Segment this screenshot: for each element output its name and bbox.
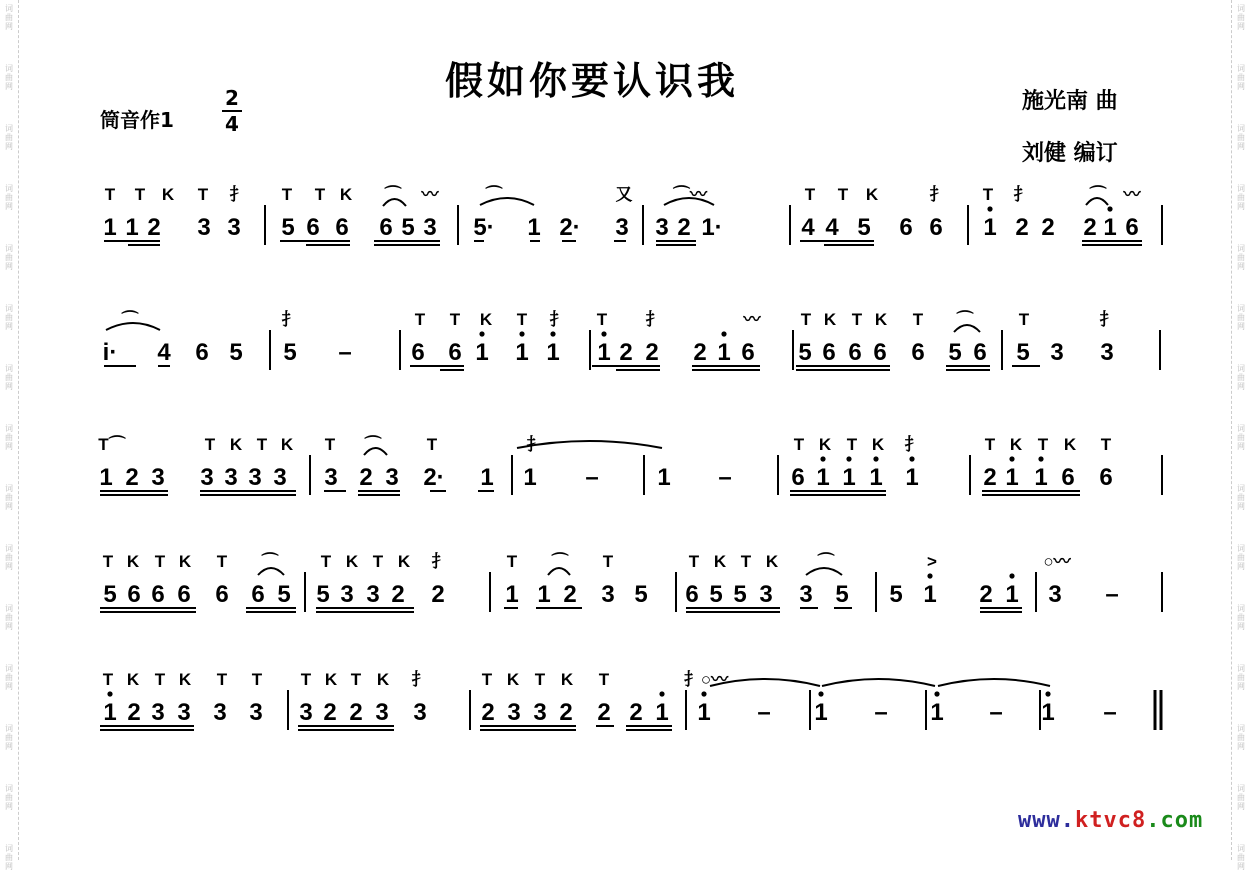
score-note: 1· xyxy=(701,214,723,241)
score-note: 5 xyxy=(948,339,962,366)
score-note: 1 xyxy=(505,581,519,608)
score-note: 1 xyxy=(1103,214,1117,241)
technique-mark: K xyxy=(126,552,140,571)
score-note: 3 xyxy=(799,581,813,608)
technique-mark: T xyxy=(449,310,461,329)
technique-mark: T xyxy=(281,185,293,204)
technique-mark: T xyxy=(793,435,805,454)
score-note: 2 xyxy=(619,339,633,366)
score-note: 3 xyxy=(177,699,191,726)
time-signature-numerator: 2 xyxy=(225,86,239,110)
watermark-mark: 词 曲 网 xyxy=(1237,484,1245,511)
score-note: 1 xyxy=(923,581,937,608)
watermark-mark: 词 曲 网 xyxy=(1237,604,1245,631)
score-note: 6 xyxy=(873,339,887,366)
score-note: 3 xyxy=(200,464,214,491)
score-note: 6 xyxy=(177,581,191,608)
watermark-mark: 词 曲 网 xyxy=(5,4,13,31)
technique-mark: T xyxy=(1037,435,1049,454)
technique-mark: T xyxy=(846,435,858,454)
score-note: 3 xyxy=(507,699,521,726)
watermark-mark: 词 曲 网 xyxy=(1237,124,1245,151)
technique-mark: T xyxy=(837,185,849,204)
technique-mark: T xyxy=(1018,310,1030,329)
technique-mark: T xyxy=(320,552,332,571)
site-logo-name: ktvc8 xyxy=(1074,808,1147,833)
score-note: 3 xyxy=(533,699,547,726)
technique-mark: T xyxy=(534,670,546,689)
watermark-mark: 词 曲 网 xyxy=(5,664,13,691)
score-note: 3 xyxy=(213,699,227,726)
score-note: 5 xyxy=(283,339,297,366)
technique-mark: 扌 xyxy=(411,670,429,689)
technique-mark: T xyxy=(134,185,146,204)
technique-mark: K xyxy=(397,552,411,571)
technique-mark: K xyxy=(1063,435,1077,454)
technique-mark: T xyxy=(804,185,816,204)
score-note: 3 xyxy=(273,464,287,491)
technique-mark: K xyxy=(871,435,885,454)
watermark-mark: 词 曲 网 xyxy=(5,424,13,451)
score-note: 5 xyxy=(229,339,243,366)
technique-mark: K xyxy=(874,310,888,329)
score-note: 2· xyxy=(559,214,581,241)
score-note: 5 xyxy=(103,581,117,608)
score-note: – xyxy=(718,464,732,491)
score-note: 2 xyxy=(481,699,495,726)
score-note: 3 xyxy=(366,581,380,608)
technique-mark: T xyxy=(598,670,610,689)
score-note: 5 xyxy=(857,214,871,241)
octave-dot xyxy=(107,691,112,696)
score-note: 3 xyxy=(601,581,615,608)
technique-mark: ⌒ xyxy=(817,552,835,571)
score-note: 2 xyxy=(677,214,691,241)
key-signature: 筒音作1 xyxy=(100,108,174,132)
score-note: 6 xyxy=(379,214,393,241)
watermark-mark: 词 曲 网 xyxy=(5,184,13,211)
octave-dot xyxy=(721,331,726,336)
song-title: 假如你要认识我 xyxy=(445,58,740,103)
score-note: – xyxy=(989,699,1003,726)
score-note: 5 xyxy=(316,581,330,608)
technique-mark: T xyxy=(982,185,994,204)
technique-mark: 扌 xyxy=(1099,310,1117,329)
octave-dot xyxy=(1107,206,1112,211)
technique-mark: T xyxy=(104,185,116,204)
octave-dot xyxy=(519,331,524,336)
score-note: 1 xyxy=(1034,464,1048,491)
technique-mark: T xyxy=(372,552,384,571)
score-note: 1 xyxy=(869,464,883,491)
technique-mark: T xyxy=(154,670,166,689)
score-note: 1 xyxy=(717,339,731,366)
watermark-mark: 词 曲 网 xyxy=(1237,784,1245,811)
score-note: 2 xyxy=(431,581,445,608)
technique-mark: T xyxy=(300,670,312,689)
score-note: 3 xyxy=(759,581,773,608)
score-note: 4 xyxy=(825,214,839,241)
technique-mark: T xyxy=(596,310,608,329)
score-note: 2 xyxy=(979,581,993,608)
score-note: 1 xyxy=(597,339,611,366)
technique-mark: 扌○〰 xyxy=(683,670,729,689)
technique-mark: T xyxy=(414,310,426,329)
score-note: 6 xyxy=(822,339,836,366)
composer-credit: 施光南 曲 xyxy=(1022,89,1118,114)
technique-mark: ⌒ xyxy=(121,310,139,329)
technique-mark: 扌 xyxy=(431,552,449,571)
octave-dot xyxy=(479,331,484,336)
score-note: 1 xyxy=(480,464,494,491)
technique-mark: 扌 xyxy=(645,310,663,329)
technique-mark: 〰 xyxy=(1123,185,1141,204)
score-note: 2 xyxy=(127,699,141,726)
technique-mark: K xyxy=(339,185,353,204)
technique-mark: K xyxy=(229,435,243,454)
score-note: 3 xyxy=(151,464,165,491)
technique-mark: K xyxy=(126,670,140,689)
watermark-mark: 词 曲 网 xyxy=(5,124,13,151)
score-note: 2 xyxy=(391,581,405,608)
score-note: 2 xyxy=(559,699,573,726)
score-note: 1 xyxy=(930,699,944,726)
technique-mark: ⌒ xyxy=(551,552,569,571)
score-note: 3 xyxy=(197,214,211,241)
score-note: 1 xyxy=(546,339,560,366)
octave-dot xyxy=(1009,456,1014,461)
watermark-mark: 词 曲 网 xyxy=(5,484,13,511)
technique-mark: K xyxy=(345,552,359,571)
watermark-mark: 词 曲 网 xyxy=(5,244,13,271)
watermark-mark: 词 曲 网 xyxy=(1237,64,1245,91)
technique-mark: ⌒〰 xyxy=(673,185,707,204)
score-note: 1 xyxy=(697,699,711,726)
score-note: 1 xyxy=(515,339,529,366)
score-note: 3 xyxy=(1048,581,1062,608)
score-note: 1 xyxy=(103,214,117,241)
technique-mark: 扌 xyxy=(549,310,567,329)
score-note: 5 xyxy=(889,581,903,608)
score-note: 3 xyxy=(324,464,338,491)
score-note: 2 xyxy=(359,464,373,491)
score-note: 6 xyxy=(411,339,425,366)
technique-mark: 〰 xyxy=(743,310,761,329)
score-note: 5 xyxy=(1016,339,1030,366)
octave-dot xyxy=(820,456,825,461)
technique-mark: 扌 xyxy=(929,185,947,204)
octave-dot xyxy=(701,691,706,696)
score-note: 1 xyxy=(657,464,671,491)
technique-mark: 扌 xyxy=(904,435,922,454)
score-note: 1 xyxy=(125,214,139,241)
watermark-mark: 词 曲 网 xyxy=(5,604,13,631)
score-note: 6 xyxy=(973,339,987,366)
octave-dot xyxy=(909,456,914,461)
score-note: 6 xyxy=(1099,464,1113,491)
technique-mark: T xyxy=(516,310,528,329)
octave-dot xyxy=(873,456,878,461)
score-note: 6 xyxy=(306,214,320,241)
technique-mark: T xyxy=(481,670,493,689)
site-logo-tld: .com xyxy=(1146,808,1204,833)
score-note: 1 xyxy=(103,699,117,726)
technique-mark: ⌒ xyxy=(364,435,382,454)
octave-dot xyxy=(846,456,851,461)
score-note: 2 xyxy=(597,699,611,726)
octave-dot xyxy=(550,331,555,336)
technique-mark: 扌 xyxy=(526,435,544,454)
score-note: 1 xyxy=(814,699,828,726)
score-note: 5 xyxy=(733,581,747,608)
score-note: 2 xyxy=(1083,214,1097,241)
watermark-mark: 词 曲 网 xyxy=(1237,244,1245,271)
score-note: – xyxy=(338,339,352,366)
octave-dot xyxy=(1009,573,1014,578)
watermark-mark: 词 曲 网 xyxy=(1237,724,1245,751)
site-logo-www: www. xyxy=(1018,808,1075,833)
technique-mark: T xyxy=(216,552,228,571)
octave-dot xyxy=(1038,456,1043,461)
score-note: 6 xyxy=(929,214,943,241)
watermark-mark: 词 曲 网 xyxy=(1237,544,1245,571)
technique-mark: K xyxy=(823,310,837,329)
technique-mark: T xyxy=(602,552,614,571)
watermark-mark: 词 曲 网 xyxy=(5,304,13,331)
watermark-mark: 词 曲 网 xyxy=(1237,184,1245,211)
score-note: 6 xyxy=(848,339,862,366)
score-note: 3 xyxy=(299,699,313,726)
technique-mark: T xyxy=(324,435,336,454)
time-signature-denominator: 4 xyxy=(225,112,239,136)
score-note: 1 xyxy=(983,214,997,241)
score-note: 2 xyxy=(323,699,337,726)
score-note: 6 xyxy=(215,581,229,608)
score-note: i· xyxy=(102,339,118,366)
score-note: 2· xyxy=(423,464,445,491)
score-note: 1 xyxy=(1005,581,1019,608)
score-note: 2 xyxy=(629,699,643,726)
score-note: 2 xyxy=(1015,214,1029,241)
technique-mark: K xyxy=(560,670,574,689)
score-note: 6 xyxy=(195,339,209,366)
watermark-mark: 词 曲 网 xyxy=(5,784,13,811)
technique-mark: 扌 xyxy=(229,185,247,204)
score-note: 1 xyxy=(1005,464,1019,491)
octave-dot xyxy=(934,691,939,696)
score-note: 1 xyxy=(1041,699,1055,726)
score-note: 2 xyxy=(693,339,707,366)
score-note: 3 xyxy=(1100,339,1114,366)
watermark-mark: 词 曲 网 xyxy=(1237,424,1245,451)
technique-mark: T xyxy=(1100,435,1112,454)
watermark-mark: 词 曲 网 xyxy=(5,64,13,91)
technique-mark: T xyxy=(197,185,209,204)
score-note: 6 xyxy=(1061,464,1075,491)
watermark-mark: 词 曲 网 xyxy=(5,844,13,871)
technique-mark: T xyxy=(251,670,263,689)
octave-dot xyxy=(987,206,992,211)
technique-mark: ⌒ xyxy=(956,310,974,329)
technique-mark: K xyxy=(161,185,175,204)
score-note: 3 xyxy=(227,214,241,241)
score-note: 3 xyxy=(615,214,629,241)
score-note: 3 xyxy=(413,699,427,726)
score-note: 1 xyxy=(527,214,541,241)
watermark-mark: 词 曲 网 xyxy=(5,364,13,391)
score-note: 6 xyxy=(251,581,265,608)
score-note: 1 xyxy=(842,464,856,491)
technique-mark: T xyxy=(216,670,228,689)
score-note: – xyxy=(1103,699,1117,726)
score-note: 5 xyxy=(401,214,415,241)
watermark-mark: 词 曲 网 xyxy=(1237,844,1245,871)
score-note: 3 xyxy=(385,464,399,491)
score-note: 2 xyxy=(563,581,577,608)
score-note: 3 xyxy=(248,464,262,491)
score-note: 6 xyxy=(127,581,141,608)
technique-mark: K xyxy=(324,670,338,689)
octave-dot xyxy=(1045,691,1050,696)
score-note: 2 xyxy=(1041,214,1055,241)
technique-mark: 〰 xyxy=(421,185,439,204)
technique-mark: T xyxy=(314,185,326,204)
score-note: 4 xyxy=(157,339,171,366)
slur-arc xyxy=(822,679,935,686)
technique-mark: ⌒ xyxy=(1089,185,1107,204)
technique-mark: T xyxy=(800,310,812,329)
score-note: 5 xyxy=(281,214,295,241)
score-note: 6 xyxy=(1125,214,1139,241)
slur-arc xyxy=(938,679,1050,686)
watermark-mark: 词 曲 网 xyxy=(1237,364,1245,391)
score-note: 2 xyxy=(645,339,659,366)
score-note: 2 xyxy=(983,464,997,491)
technique-mark: K xyxy=(865,185,879,204)
watermark-mark: 词 曲 网 xyxy=(5,724,13,751)
score-note: 5 xyxy=(634,581,648,608)
score-note: 1 xyxy=(905,464,919,491)
score-note: 6 xyxy=(151,581,165,608)
score-note: 3 xyxy=(249,699,263,726)
technique-mark: K xyxy=(818,435,832,454)
score-note: 1 xyxy=(816,464,830,491)
score-note: 6 xyxy=(791,464,805,491)
score-note: 3 xyxy=(151,699,165,726)
technique-mark: ⌒ xyxy=(384,185,402,204)
score-note: 4 xyxy=(801,214,815,241)
score-note: 6 xyxy=(899,214,913,241)
technique-mark: ⌒ xyxy=(261,552,279,571)
technique-mark: T xyxy=(688,552,700,571)
score-note: 6 xyxy=(911,339,925,366)
score-note: 3 xyxy=(340,581,354,608)
technique-mark: K xyxy=(765,552,779,571)
watermark-mark: 词 曲 网 xyxy=(1237,664,1245,691)
score-note: 6 xyxy=(741,339,755,366)
watermark-mark: 词 曲 网 xyxy=(1237,304,1245,331)
score-note: 5 xyxy=(277,581,291,608)
score-note: – xyxy=(585,464,599,491)
score-note: 6 xyxy=(335,214,349,241)
technique-mark: T xyxy=(204,435,216,454)
technique-mark: K xyxy=(178,552,192,571)
technique-mark: K xyxy=(506,670,520,689)
octave-dot xyxy=(927,573,932,578)
technique-mark: K xyxy=(713,552,727,571)
technique-mark: T xyxy=(506,552,518,571)
score-note: 6 xyxy=(685,581,699,608)
score-note: – xyxy=(874,699,888,726)
score-note: 3 xyxy=(423,214,437,241)
arranger-credit: 刘健 编订 xyxy=(1022,141,1118,166)
score-note: 2 xyxy=(349,699,363,726)
technique-mark: T xyxy=(851,310,863,329)
score-note: 5· xyxy=(473,214,495,241)
watermark-mark: 词 曲 网 xyxy=(1237,4,1245,31)
octave-dot xyxy=(659,691,664,696)
technique-mark: K xyxy=(178,670,192,689)
technique-mark: T⌒ xyxy=(98,435,126,454)
score-note: 3 xyxy=(224,464,238,491)
technique-mark: T xyxy=(912,310,924,329)
score-note: 3 xyxy=(375,699,389,726)
technique-mark: T xyxy=(256,435,268,454)
technique-mark: > xyxy=(927,552,937,571)
technique-mark: 扌 xyxy=(281,310,299,329)
score-note: 3 xyxy=(1050,339,1064,366)
score-note: 6 xyxy=(448,339,462,366)
score-note: 2 xyxy=(147,214,161,241)
score-note: – xyxy=(1105,581,1119,608)
watermark-mark: 词 曲 网 xyxy=(5,544,13,571)
technique-mark: 扌 xyxy=(1013,185,1031,204)
score-note: 5 xyxy=(798,339,812,366)
technique-mark: ⌒ xyxy=(485,185,503,204)
technique-mark: T xyxy=(350,670,362,689)
technique-mark: T xyxy=(102,670,114,689)
score-note: 1 xyxy=(655,699,669,726)
technique-mark: K xyxy=(280,435,294,454)
technique-mark: T xyxy=(154,552,166,571)
technique-mark: T xyxy=(426,435,438,454)
site-logo[interactable] xyxy=(1018,808,1203,833)
score-note: 1 xyxy=(99,464,113,491)
score-note: 5 xyxy=(709,581,723,608)
octave-dot xyxy=(601,331,606,336)
score-note: 3 xyxy=(655,214,669,241)
octave-dot xyxy=(818,691,823,696)
technique-mark: T xyxy=(740,552,752,571)
technique-mark: ○〰 xyxy=(1043,552,1071,571)
score-note: 1 xyxy=(475,339,489,366)
score-note: – xyxy=(757,699,771,726)
technique-mark: T xyxy=(984,435,996,454)
score-note: 1 xyxy=(523,464,537,491)
technique-mark: K xyxy=(1009,435,1023,454)
technique-mark: T xyxy=(102,552,114,571)
technique-mark: K xyxy=(376,670,390,689)
technique-mark: 又 xyxy=(615,185,633,204)
score-note: 1 xyxy=(537,581,551,608)
score-note: 2 xyxy=(125,464,139,491)
technique-mark: K xyxy=(479,310,493,329)
score-note: 5 xyxy=(835,581,849,608)
